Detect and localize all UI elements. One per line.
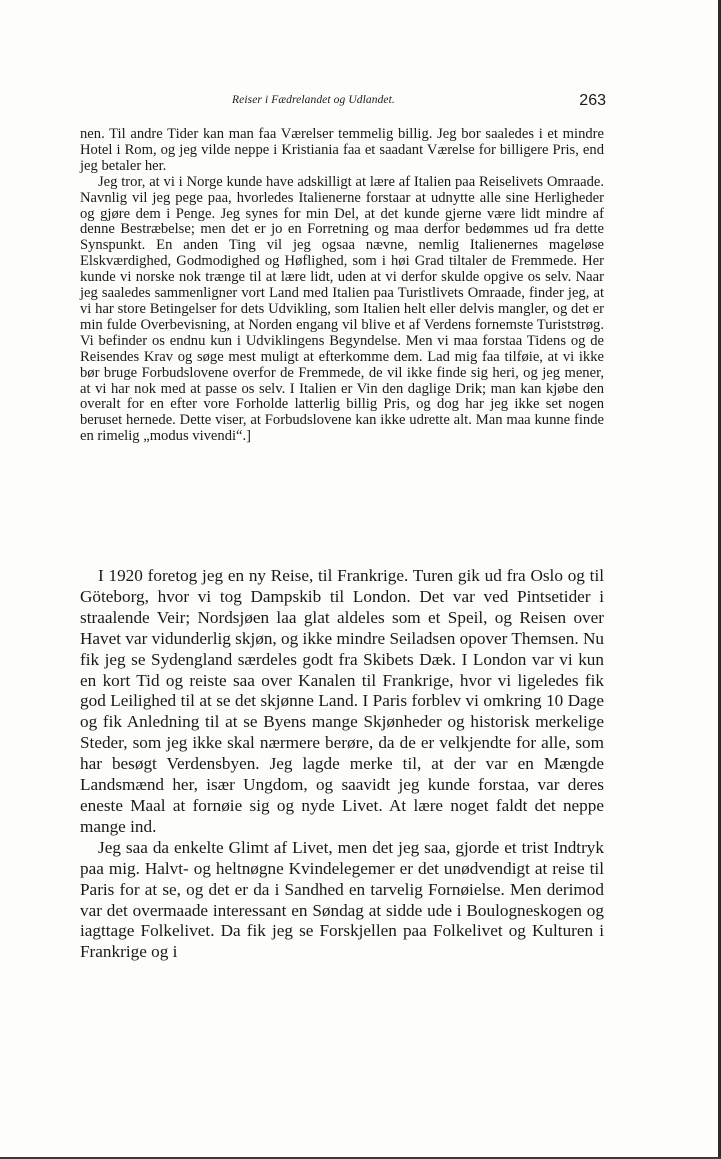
running-head: Reiser i Fædrelandet og Udlandet. [232, 94, 395, 106]
paragraph: I 1920 foretog jeg en ny Reise, til Frankrige. Turen gik ud fra Oslo og til Göteborg, hvor vi tog Dampskib til London. Det var ved Pintsetider i straalende Veir; Nordsjøen laa glat aldeles som et Speil, og Reisen over Havet var vidunderlig skjøn, og ikke mindre Seiladsen opover Themsen. Nu fik jeg se Sydengland særdeles godt fra Skibets Dæk. I London var vi kun en kort Tid og reiste saa over Kanalen til Frankrige, hvor vi ligeledes fik god Leilighed til at se det skjønne Land. I Paris forblev vi omkring 10 Dage og fik Anledning til at se Byens mange Skjønheder og historisk merkelige Steder, som jeg ikke skal nærmere berøre, da de er velkjendte for alle, som har besøgt Verdensbyen. Jeg lagde merke til, at der var en Mængde Landsmænd her, især Ungdom, og saavidt jeg kunde forstaa, var deres eneste Maal at fornøie sig og nyde Livet. At lære noget faldt det neppe mange ind. [80, 566, 604, 836]
page-header [80, 92, 608, 114]
page-number: 263 [579, 92, 606, 109]
small-print-section [80, 127, 604, 445]
paragraph: nen. Til andre Tider kan man faa Værelser temmelig billig. Jeg bor saaledes i et mindre Hotel i Rom, og jeg vilde neppe i Kristiania faa et saadant Værelse for billigere Pris, end jeg betaler her. [80, 126, 604, 174]
paragraph: Jeg saa da enkelte Glimt af Livet, men det jeg saa, gjorde et trist Indtryk paa mig. Halvt- og heltnøgne Kvindelegemer er det unødvendigt at reise til Paris for at se, og det er da i Sandhed en tarvelig Fornøielse. Men derimod var det overmaade interessant en Søndag at sidde ude i Boulogneskogen og iagttage Folkelivet. Da fik jeg se Forskjellen paa Folkelivet og Kulturen i Frankrige og i [80, 837, 604, 962]
main-text-section [80, 566, 604, 963]
paragraph: Jeg tror, at vi i Norge kunde have adskilligt at lære af Italien paa Reiselivets Omraade. Navnlig vil jeg pege paa, hvorledes Italienerne forstaar at udnytte alle sine Herligheder og gjøre dem i Penge. Jeg synes for min Del, at det kunde gjerne være lidt mindre af denne Bestræbelse; men det er jo en Forretning og maa derfor bedømmes ud fra dette Synspunkt. En anden Ting vil jeg ogsaa nævne, nemlig Italienernes mageløse Elskværdighed, Godmodighed og Høflighed, som i høi Grad tiltaler de Fremmede. Her kunde vi norske nok trænge til at lære lidt, uden at vi derfor skulde opgive os selv. Naar jeg saaledes sammenligner vort Land med Italien paa Turistlivets Omraade, finder jeg, at vi har store Betingelser for dets Udvikling, som Italien helt eller delvis mangler, og det er min fulde Overbevisning, at Norden engang vil blive et af Verdens fornemste Turiststrøg. Vi befinder os endnu kun i Udviklingens Begyndelse. Men vi maa forstaa Tidens og de Reisendes Krav og søge mest muligt at efterkomme dem. Lad mig faa tilføie, at vi ikke bør bruge Forbudslovene overfor de Fremmede, de vil ikke finde sig heri, og jeg mener, at vi har nok med at passe os selv. I Italien er Vin den daglige Drik; man kan kjøbe den overalt for en efter vore Forholde latterlig billig Pris, og dog har jeg ikke set nogen beruset hernede. Dette viser, at Forbudslovene kan ikke udrette alt. Man maa kunne finde en rimelig „modus vivendi“.] [80, 173, 604, 445]
